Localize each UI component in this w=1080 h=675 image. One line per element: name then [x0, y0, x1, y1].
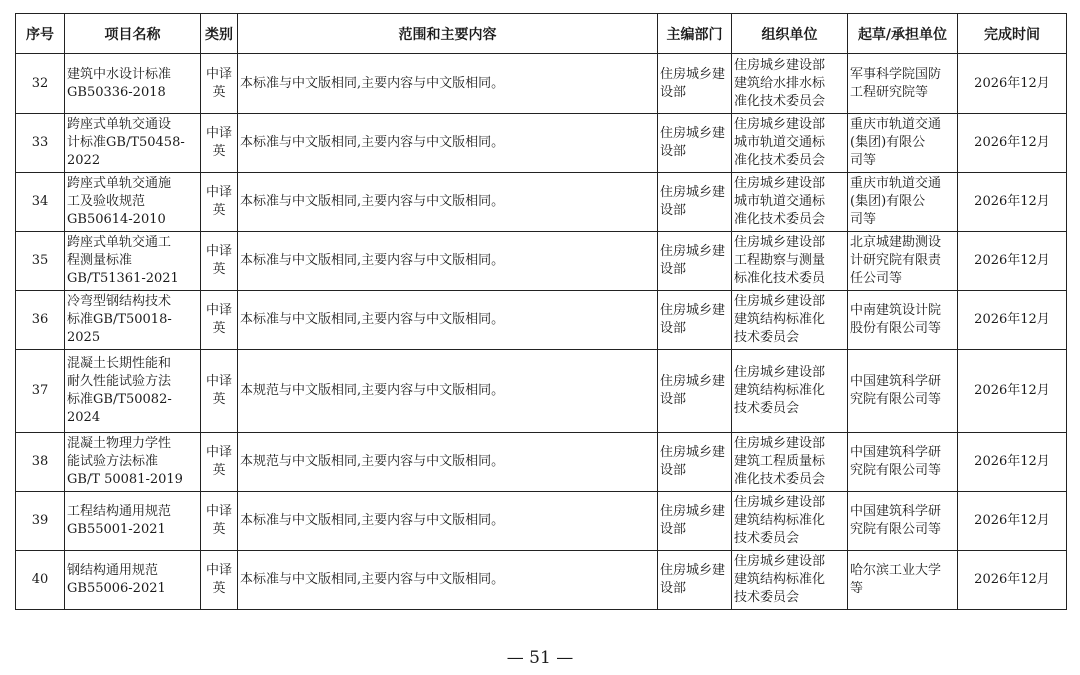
cell-line: 建筑结构标准化	[734, 383, 826, 398]
header-drafting-unit: 起草/承担单位	[848, 14, 958, 54]
drafting-unit-cell	[848, 433, 958, 492]
cell-line: GB55001-2021	[67, 522, 166, 537]
standards-table	[15, 13, 1067, 610]
row-number: 38	[16, 433, 65, 492]
table-row	[16, 114, 1067, 173]
table-row	[16, 551, 1067, 610]
cell-line: 北京城建勘测设	[850, 235, 942, 250]
cell-line: 中南建筑设计院	[850, 303, 942, 318]
completion-time-cell: 2026年12月	[958, 173, 1067, 232]
organizer-cell	[732, 551, 848, 610]
cell-line: 建筑结构标准化	[734, 513, 826, 528]
table-body	[16, 54, 1067, 610]
category-cell: 中译英	[201, 433, 238, 492]
row-number: 32	[16, 54, 65, 114]
scope-cell: 本规范与中文版相同,主要内容与中文版相同。	[238, 433, 658, 492]
table-header	[16, 14, 1067, 54]
cell-line: 技术委员会	[734, 330, 800, 345]
header-category: 类别	[201, 14, 238, 54]
project-name	[65, 492, 201, 551]
project-name	[65, 433, 201, 492]
drafting-unit-cell	[848, 173, 958, 232]
scope-cell: 本标准与中文版相同,主要内容与中文版相同。	[238, 232, 658, 291]
cell-line: 技术委员会	[734, 590, 800, 605]
category-cell: 中译英	[201, 114, 238, 173]
cell-line: 耐久性能试验方法	[67, 374, 172, 389]
editing-dept-cell: 住房城乡建设部	[658, 291, 732, 350]
editing-dept-cell: 住房城乡建设部	[658, 492, 732, 551]
cell-line: 住房城乡建设部	[734, 495, 826, 510]
completion-time-cell: 2026年12月	[958, 114, 1067, 173]
cell-line: 城市轨道交通标	[734, 194, 826, 209]
cell-line: 住房城乡建设部	[734, 436, 826, 451]
cell-line: 能试验方法标准	[67, 454, 159, 469]
organizer-cell	[732, 232, 848, 291]
cell-line: 钢结构通用规范	[67, 563, 159, 578]
row-number: 36	[16, 291, 65, 350]
cell-line: 准化技术委员会	[734, 153, 826, 168]
row-number: 37	[16, 350, 65, 433]
cell-line: 中国建筑科学研	[850, 504, 942, 519]
organizer-cell	[732, 350, 848, 433]
drafting-unit-cell	[848, 350, 958, 433]
cell-line: (集团)有限公	[850, 135, 926, 150]
completion-time-cell: 2026年12月	[958, 350, 1067, 433]
cell-line: 工程结构通用规范	[67, 504, 172, 519]
cell-line: 准化技术委员会	[734, 93, 826, 109]
cell-line: 2024	[67, 410, 101, 425]
cell-line: 建筑工程质量标	[734, 454, 826, 469]
table-row	[16, 54, 1067, 114]
cell-line: (集团)有限公	[850, 194, 926, 209]
cell-line: 2025	[67, 330, 101, 345]
row-number: 34	[16, 173, 65, 232]
cell-line: 技术委员会	[734, 531, 800, 546]
completion-time-cell: 2026年12月	[958, 232, 1067, 291]
scope-cell: 本规范与中文版相同,主要内容与中文版相同。	[238, 350, 658, 433]
table-row	[16, 492, 1067, 551]
editing-dept-cell: 住房城乡建设部	[658, 173, 732, 232]
completion-time-cell: 2026年12月	[958, 54, 1067, 114]
editing-dept-cell: 住房城乡建设部	[658, 551, 732, 610]
row-number: 33	[16, 114, 65, 173]
cell-line: 司等	[850, 212, 877, 227]
project-name	[65, 114, 201, 173]
cell-line: GB/T 50081-2019	[67, 472, 183, 487]
cell-line: 究院有限公司等	[850, 392, 942, 407]
cell-line: 标准GB/T50018-	[67, 312, 172, 327]
editing-dept-cell: 住房城乡建设部	[658, 232, 732, 291]
cell-line: 冷弯型钢结构技术	[67, 294, 172, 309]
cell-line: 工程勘察与测量	[734, 253, 826, 268]
completion-time-cell: 2026年12月	[958, 291, 1067, 350]
cell-line: 究院有限公司等	[850, 463, 942, 478]
cell-line: 程测量标准	[67, 253, 133, 268]
project-name	[65, 173, 201, 232]
organizer-cell	[732, 492, 848, 551]
cell-line: 住房城乡建设部	[734, 365, 826, 380]
category-cell: 中译英	[201, 173, 238, 232]
cell-line: 住房城乡建设部	[734, 294, 826, 309]
cell-line: 重庆市轨道交通	[850, 176, 942, 191]
scope-cell: 本标准与中文版相同,主要内容与中文版相同。	[238, 114, 658, 173]
cell-line: 城市轨道交通标	[734, 135, 826, 150]
header-scope: 范围和主要内容	[238, 14, 658, 54]
cell-line: GB50614-2010	[67, 212, 166, 227]
project-name	[65, 551, 201, 610]
scope-cell: 本标准与中文版相同,主要内容与中文版相同。	[238, 291, 658, 350]
editing-dept-cell: 住房城乡建设部	[658, 350, 732, 433]
project-name	[65, 291, 201, 350]
cell-line: 等	[850, 581, 864, 596]
cell-line: 任公司等	[850, 271, 903, 286]
category-cell: 中译英	[201, 350, 238, 433]
cell-line: 跨座式单轨交通设	[67, 117, 172, 132]
category-cell: 中译英	[201, 551, 238, 610]
cell-line: 2022	[67, 153, 101, 168]
category-cell: 中译英	[201, 492, 238, 551]
cell-line: 中国建筑科学研	[850, 445, 942, 460]
row-number: 35	[16, 232, 65, 291]
scope-cell: 本标准与中文版相同,主要内容与中文版相同。	[238, 492, 658, 551]
header-organizer: 组织单位	[732, 14, 848, 54]
cell-line: GB50336-2018	[67, 84, 166, 100]
project-name	[65, 350, 201, 433]
editing-dept-cell: 住房城乡建设部	[658, 433, 732, 492]
table-row	[16, 173, 1067, 232]
cell-line: 住房城乡建设部	[734, 176, 826, 191]
cell-line: 建筑中水设计标准	[67, 66, 172, 82]
drafting-unit-cell	[848, 492, 958, 551]
drafting-unit-cell	[848, 54, 958, 114]
cell-line: 中国建筑科学研	[850, 374, 942, 389]
cell-line: 重庆市轨道交通	[850, 117, 942, 132]
project-name	[65, 232, 201, 291]
project-name	[65, 54, 201, 114]
cell-line: 准化技术委员会	[734, 212, 826, 227]
organizer-cell	[732, 54, 848, 114]
cell-line: 标准化技术委员	[734, 271, 826, 286]
cell-line: 住房城乡建设部	[734, 235, 826, 250]
cell-line: 住房城乡建设部	[734, 57, 826, 73]
cell-line: 究院有限公司等	[850, 522, 942, 537]
cell-line: 标准GB/T50082-	[67, 392, 172, 407]
cell-line: GB/T51361-2021	[67, 271, 179, 286]
scope-cell: 本标准与中文版相同,主要内容与中文版相同。	[238, 173, 658, 232]
cell-line: 哈尔滨工业大学	[850, 563, 942, 578]
category-cell: 中译英	[201, 291, 238, 350]
editing-dept-cell: 住房城乡建设部	[658, 114, 732, 173]
header-editing-dept: 主编部门	[658, 14, 732, 54]
cell-line: 准化技术委员会	[734, 472, 826, 487]
table-row	[16, 433, 1067, 492]
cell-line: 技术委员会	[734, 401, 800, 416]
cell-line: 建筑结构标准化	[734, 572, 826, 587]
cell-line: 计研究院有限责	[850, 253, 942, 268]
drafting-unit-cell	[848, 291, 958, 350]
cell-line: 建筑给水排水标	[734, 75, 826, 91]
cell-line: 工程研究院等	[850, 84, 929, 100]
table-row	[16, 291, 1067, 350]
cell-line: GB55006-2021	[67, 581, 166, 596]
scope-cell: 本标准与中文版相同,主要内容与中文版相同。	[238, 54, 658, 114]
drafting-unit-cell	[848, 114, 958, 173]
row-number: 40	[16, 551, 65, 610]
table-row	[16, 350, 1067, 433]
cell-line: 军事科学院国防	[850, 66, 942, 82]
cell-line: 住房城乡建设部	[734, 117, 826, 132]
cell-line: 计标准GB/T50458-	[67, 135, 185, 150]
completion-time-cell: 2026年12月	[958, 492, 1067, 551]
drafting-unit-cell	[848, 551, 958, 610]
cell-line: 司等	[850, 153, 877, 168]
header-row	[16, 14, 1067, 54]
cell-line: 建筑结构标准化	[734, 312, 826, 327]
cell-line: 混凝土长期性能和	[67, 356, 172, 371]
organizer-cell	[732, 433, 848, 492]
row-number: 39	[16, 492, 65, 551]
cell-line: 混凝土物理力学性	[67, 436, 172, 451]
category-cell: 中译英	[201, 232, 238, 291]
editing-dept-cell: 住房城乡建设部	[658, 54, 732, 114]
page-number: — 51 —	[506, 648, 574, 668]
organizer-cell	[732, 114, 848, 173]
cell-line: 跨座式单轨交通工	[67, 235, 172, 250]
table-row	[16, 232, 1067, 291]
completion-time-cell: 2026年12月	[958, 551, 1067, 610]
drafting-unit-cell	[848, 232, 958, 291]
completion-time-cell: 2026年12月	[958, 433, 1067, 492]
cell-line: 股份有限公司等	[850, 321, 942, 336]
cell-line: 跨座式单轨交通施	[67, 176, 172, 191]
header-project-name: 项目名称	[65, 14, 201, 54]
cell-line: 住房城乡建设部	[734, 554, 826, 569]
header-completion-time: 完成时间	[958, 14, 1067, 54]
organizer-cell	[732, 173, 848, 232]
cell-line: 工及验收规范	[67, 194, 146, 209]
category-cell: 中译英	[201, 54, 238, 114]
scope-cell: 本标准与中文版相同,主要内容与中文版相同。	[238, 551, 658, 610]
header-no: 序号	[16, 14, 65, 54]
organizer-cell	[732, 291, 848, 350]
